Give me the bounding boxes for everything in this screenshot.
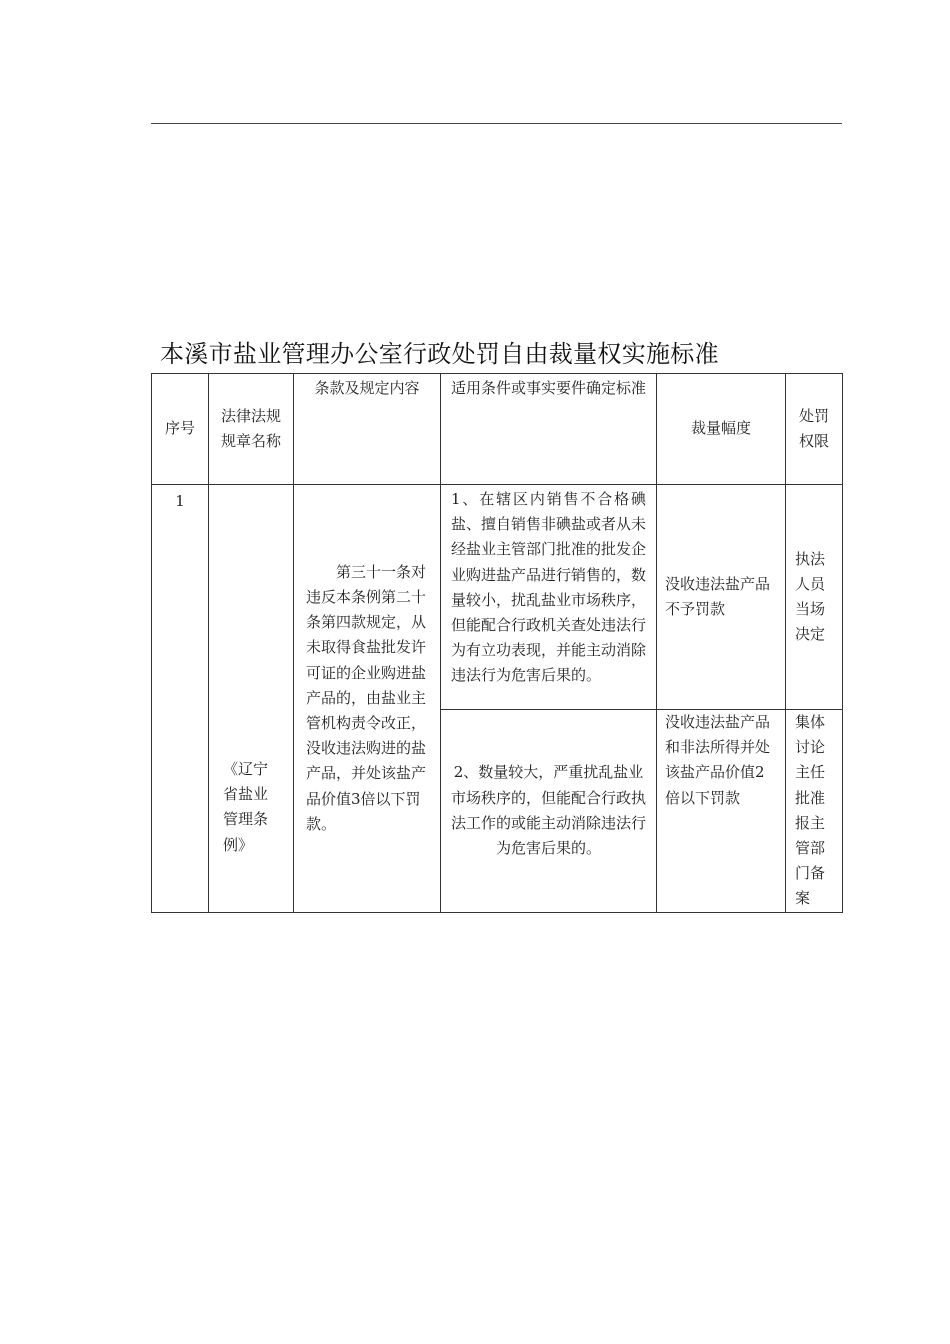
row-condition-2: 2、数量较大，严重扰乱盐业市场秩序的，但能配合行政执法工作的或能主动消除违法行为危害后果的。: [441, 710, 657, 913]
row-clause: 第三十一条对违反本条例第二十条第四款规定，从未取得食盐批发许可证的企业购进盐产品的，由盐业主管机构责令改正，没收违法购进的盐产品，并处该盐产品价值3倍以下罚款。: [306, 562, 427, 833]
row-law-name: 《辽宁省盐业管理条例》: [223, 760, 269, 854]
row-range-2: 没收违法盐产品和非法所得并处该盐产品价值2倍以下罚款: [657, 710, 786, 913]
header-range: 裁量幅度: [657, 374, 786, 485]
header-seq: 序号: [152, 374, 209, 485]
header-rule: [151, 123, 842, 124]
row-law-name-cell: [209, 485, 294, 913]
table-header-row: [152, 374, 843, 485]
document-title: 本溪市盐业管理办公室行政处罚自由裁量权实施标准: [160, 340, 719, 368]
penalty-standard-table: [151, 373, 843, 913]
header-law-name: 法律法规规章名称: [209, 374, 294, 485]
row-condition-1: 1、在辖区内销售不合格碘盐、擅自销售非碘盐或者从未经盐业主管部门批准的批发企业购进盐产品进行销售的，数量较小，扰乱盐业市场秩序，但能配合行政机关查处违法行为有立功表现，并能主动消除违法行为危害后果的。: [441, 485, 657, 710]
header-condition: 适用条件或事实要件确定标准: [441, 374, 657, 485]
row-authority-2: 集体讨论主任批准报主管部门备案: [786, 710, 843, 913]
row-authority-1: 执法人员当场决定: [786, 485, 843, 710]
table-row: [152, 485, 843, 710]
row-range-1: 没收违法盐产品不予罚款: [657, 485, 786, 710]
header-clause: 条款及规定内容: [294, 374, 441, 485]
row-clause-cell: [294, 485, 441, 913]
header-authority: 处罚权限: [786, 374, 843, 485]
row-seq: 1: [152, 485, 209, 913]
